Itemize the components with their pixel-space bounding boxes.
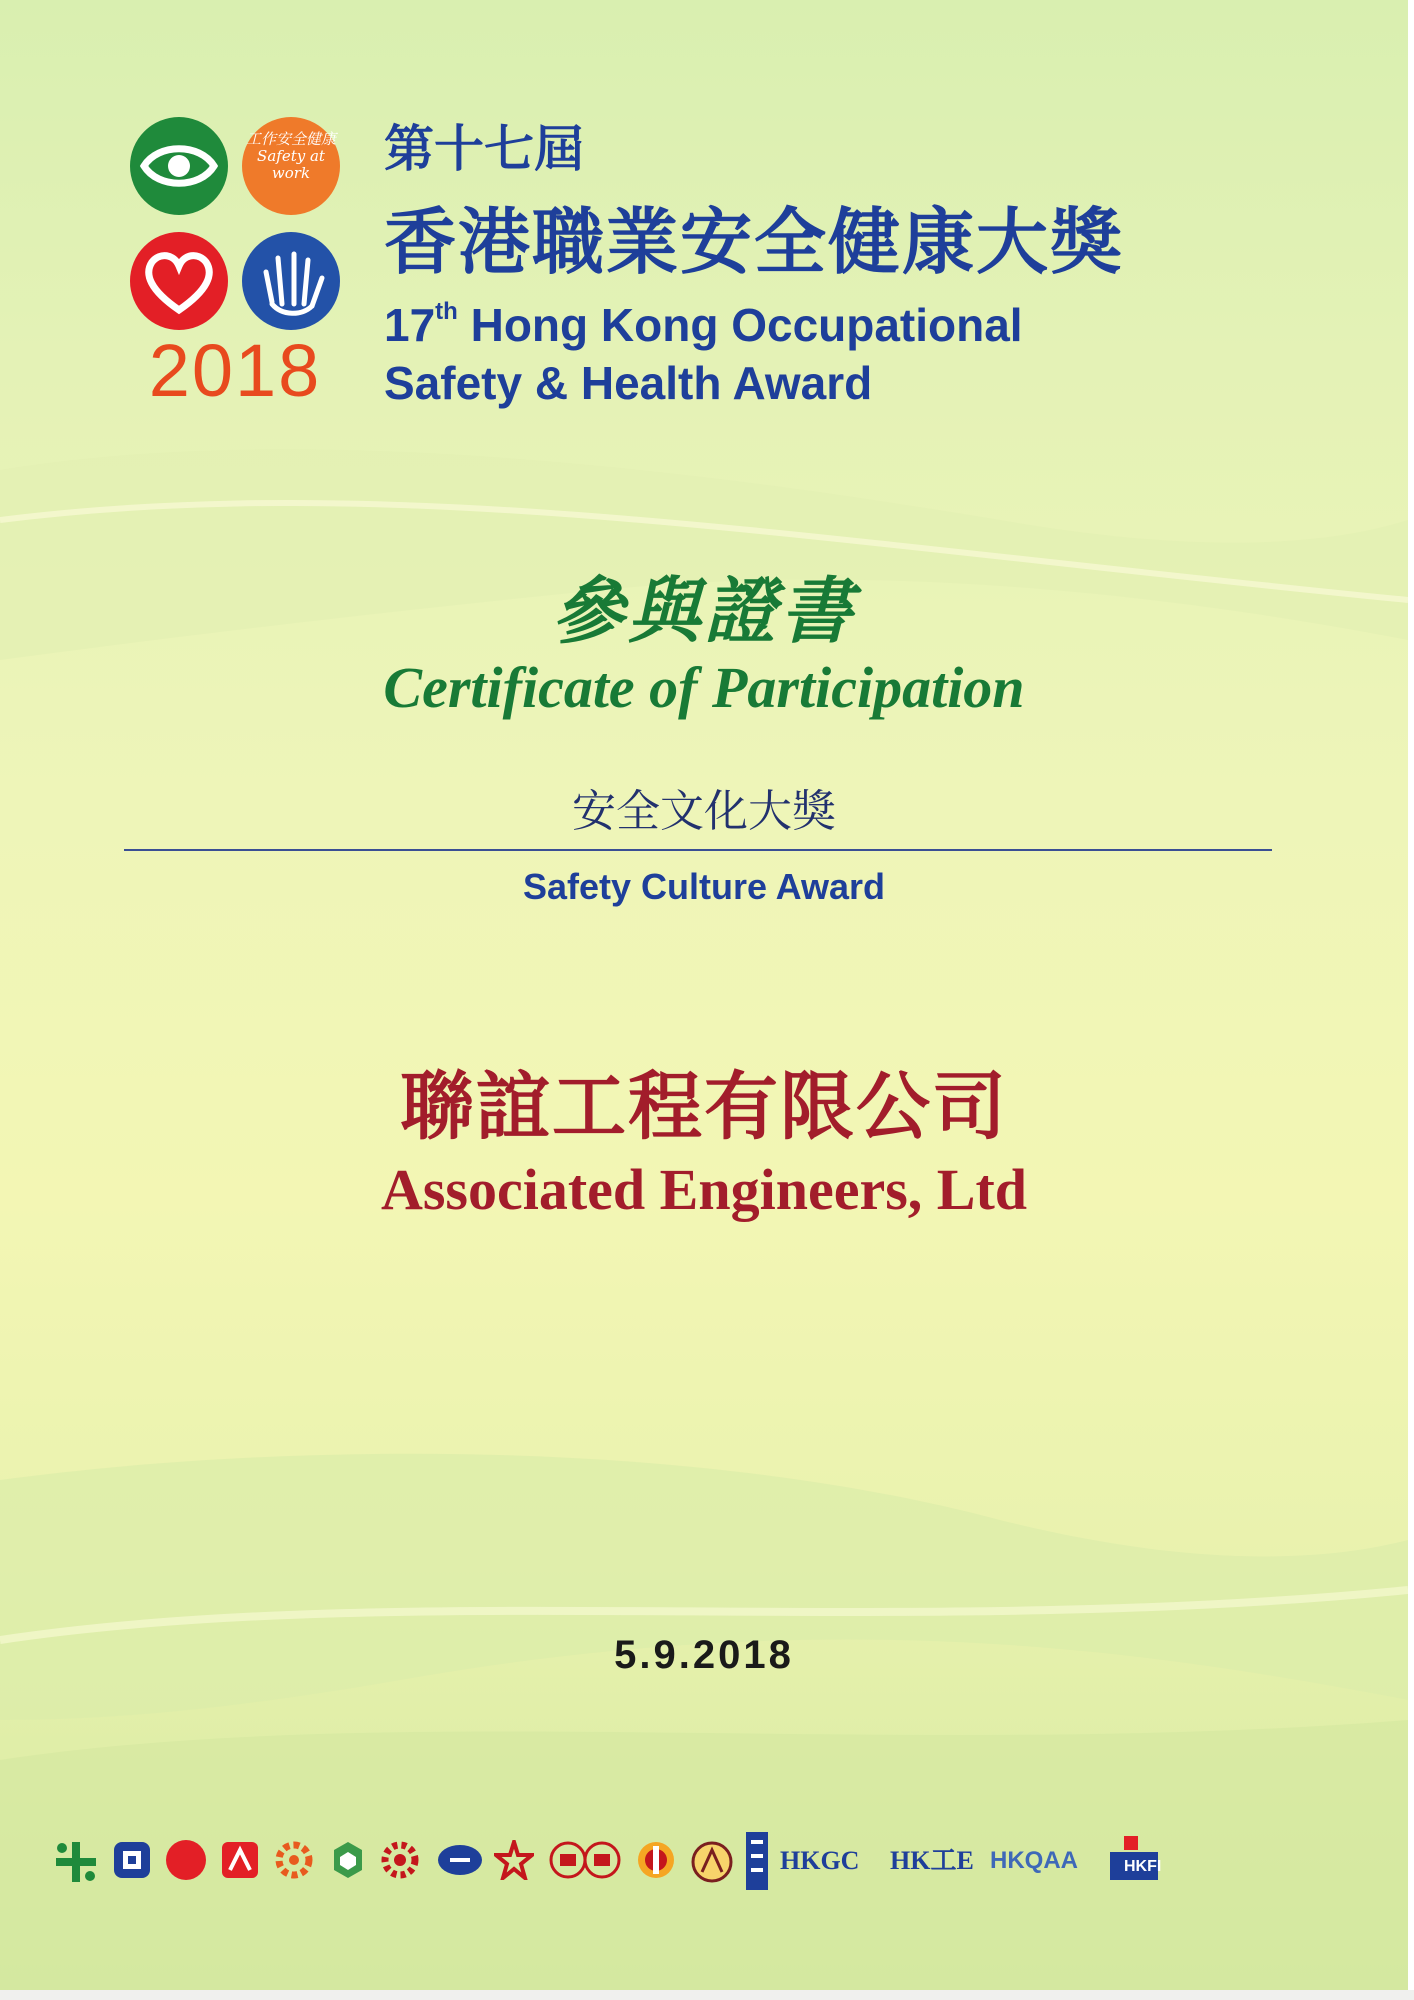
- title-line1-rest: Hong Kong Occupational: [457, 299, 1023, 351]
- sponsor-logos: [54, 1832, 1354, 1892]
- award-title-zh: 香港職業安全健康大獎: [384, 200, 1125, 284]
- eye-icon: [130, 117, 228, 215]
- hkqaa-logo: HKQAA: [990, 1847, 1078, 1874]
- hkgc-logo: HKGC: [780, 1846, 860, 1875]
- badge-text: 工作安全健康 Safety at work: [245, 130, 336, 182]
- heart-icon: [130, 232, 228, 330]
- labour-department-logo: [54, 1840, 98, 1884]
- hkie-logo: HK工E: [890, 1846, 974, 1875]
- certificate-date: 5.9.2018: [614, 1633, 794, 1677]
- government-logo: [112, 1840, 152, 1880]
- certificate-title-zh: 參與證書: [551, 568, 856, 653]
- divider: [124, 849, 1272, 851]
- hand-circle: [242, 232, 340, 330]
- green-block-logo: [328, 1840, 368, 1880]
- blue-oval-logo: [436, 1840, 484, 1880]
- recipient-name-zh: 聯誼工程有限公司: [400, 1064, 1008, 1150]
- edition-zh: 第十七屆: [384, 120, 584, 178]
- hand-icon: [242, 232, 340, 330]
- heart-circle: [130, 232, 228, 330]
- award-logo: [125, 112, 345, 412]
- eye-circle: [130, 117, 228, 215]
- certificate-title-en: Certificate of Participation: [383, 655, 1025, 720]
- hkfi-red-square: [1124, 1836, 1138, 1850]
- red-star-logo: [494, 1840, 534, 1880]
- institute-seal-logo: [690, 1840, 734, 1884]
- safety-at-work-badge: [242, 117, 340, 215]
- gear-logo-orange: [274, 1840, 314, 1880]
- scan-edge-right: [1408, 0, 1414, 2000]
- hkfi-text: HKFI: [1124, 1858, 1162, 1875]
- scan-edge-bottom: [0, 1990, 1414, 2000]
- logo-year: 2018: [148, 329, 322, 412]
- award-title-en-line1: [384, 296, 1023, 354]
- ordinal-suffix: th: [435, 298, 458, 325]
- ordinal: 17: [384, 299, 436, 351]
- hkfi-logo: [1110, 1836, 1162, 1880]
- bauhinia-logo: [166, 1840, 206, 1880]
- orange-red-logo: [632, 1840, 680, 1880]
- award-title-en: [384, 296, 1023, 412]
- award-category-en: Safety Culture Award: [522, 866, 886, 907]
- ef-logo: [746, 1832, 768, 1890]
- red-square-logo: [220, 1840, 260, 1880]
- recipient-name-en: Associated Engineers, Ltd: [380, 1157, 1028, 1222]
- chamber-of-commerce-logo: [548, 1840, 622, 1880]
- award-category-zh: 安全文化大獎: [572, 786, 836, 837]
- gear-logo-red: [380, 1840, 420, 1880]
- award-title-en-line2: Safety & Health Award: [384, 357, 873, 409]
